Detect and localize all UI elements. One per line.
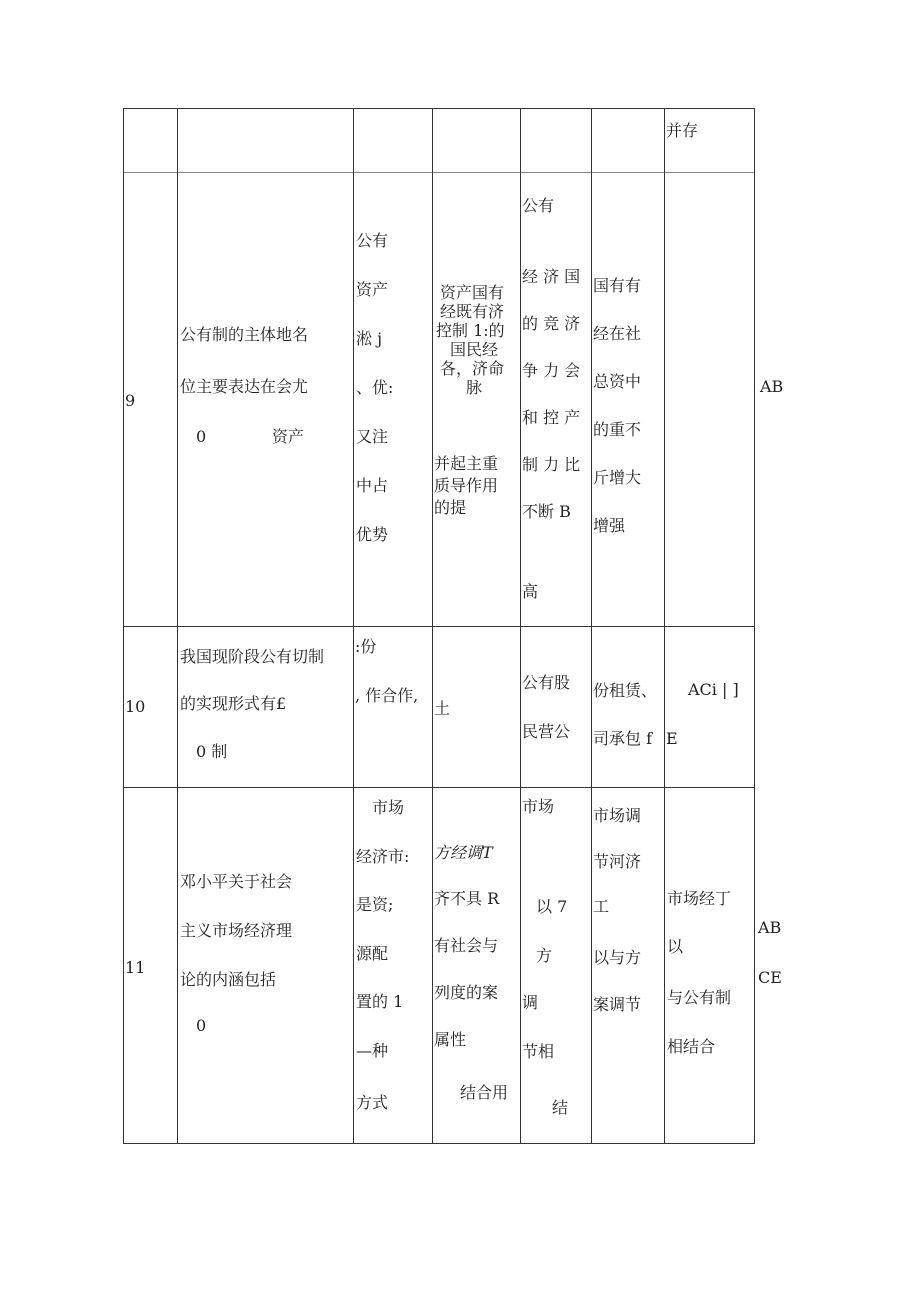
option-d-text: 案调节 — [593, 995, 642, 1014]
table-border-bottom — [123, 1143, 755, 1144]
option-c-text: 制 力 比 — [522, 455, 581, 474]
option-a-text: 源配 — [356, 944, 389, 963]
option-d-text: 国有有 — [593, 276, 642, 295]
question-text: 资产 — [272, 427, 305, 446]
option-d-text: 以与方 — [593, 948, 642, 967]
option-b-text: 土 — [434, 699, 451, 718]
option-a-text: 优势 — [356, 525, 389, 544]
option-b-text: 资产国有 — [440, 283, 505, 302]
option-b-text: 并起主重 — [434, 454, 499, 473]
option-d-text: 的重不 — [593, 420, 642, 439]
option-d-text: 工 — [593, 897, 610, 916]
question-text: 0 制 — [196, 742, 228, 761]
question-text: 论的内涵包括 — [180, 970, 277, 989]
option-b-text: 脉 — [466, 378, 483, 397]
option-c-text: 的 竞 济 — [522, 314, 581, 333]
option-c-text: 高 — [522, 582, 539, 601]
col-divider — [591, 108, 592, 1144]
col-divider — [353, 108, 354, 1144]
option-c-text: 经 济 国 — [522, 267, 581, 286]
option-d-text: 份租赁、 — [593, 681, 658, 700]
question-text: 的实现形式有£ — [180, 694, 287, 713]
col-divider — [664, 108, 665, 1144]
question-text: 0 — [196, 1016, 207, 1035]
option-c-text: 公有 — [522, 196, 555, 215]
row-divider — [123, 172, 755, 173]
option-a-text: 、优: — [356, 378, 394, 397]
option-a-text: 中占 — [356, 476, 389, 495]
option-d-text: 市场调 — [593, 806, 642, 825]
col-divider — [432, 108, 433, 1144]
option-b-text: 控制 1:的 — [436, 321, 505, 340]
option-d-text: 总资中 — [593, 372, 642, 391]
answer-text: CE — [758, 968, 782, 987]
question-number: 9 — [125, 391, 136, 410]
question-number: 11 — [125, 958, 146, 977]
option-a-text: 方式 — [356, 1093, 389, 1112]
option-c-text: 不断 B — [522, 502, 571, 521]
option-e-text: 市场经丁 — [667, 889, 732, 908]
option-b-text: 结合用 — [460, 1083, 509, 1102]
option-b-text: 列度的案 — [434, 983, 499, 1002]
row-divider — [123, 626, 755, 627]
option-d-text: 经在社 — [593, 324, 642, 343]
answer-text: AB — [760, 377, 784, 396]
option-b-text: 质导作用 — [434, 476, 499, 495]
table-border-top — [123, 108, 755, 109]
table-border-left — [123, 108, 124, 1144]
option-b-text: 的提 — [434, 498, 467, 517]
option-c-text: 和 控 产 — [522, 408, 581, 427]
option-c-text: 方 — [536, 946, 553, 965]
option-a-text: 又注 — [356, 427, 389, 446]
option-a-text: 市场 — [372, 798, 405, 817]
option-b-text: 经既有济 — [440, 302, 505, 321]
option-d-text: 节河济 — [593, 852, 642, 871]
option-b-text: 齐不具 R — [434, 889, 500, 908]
table-border-right — [754, 108, 755, 1144]
option-a-text: —种 — [356, 1041, 389, 1060]
option-e-text: 以 — [667, 937, 684, 956]
option-b-text: 属性 — [434, 1030, 467, 1049]
answer-text: AB — [758, 918, 782, 937]
option-d-text: 斤增大 — [593, 468, 642, 487]
option-d-text: 司承包 f — [593, 729, 653, 748]
option-c-text: 民营公 — [522, 722, 571, 741]
option-a-text: 淞 j — [356, 329, 383, 348]
option-a-text: :份 — [355, 637, 377, 656]
col-divider — [177, 108, 178, 1144]
option-a-text: 是资; — [356, 895, 394, 914]
question-text: 0 — [196, 427, 207, 446]
option-a-text: 置的 1 — [356, 992, 404, 1011]
option-c-text: 市场 — [522, 797, 555, 816]
question-text: 我国现阶段公有切制 — [180, 647, 325, 666]
option-c-text: 公有股 — [522, 673, 571, 692]
question-text: 邓小平关于社会 — [180, 872, 293, 891]
option-e-text: ACi | ] — [688, 680, 739, 699]
option-c-text: 以 7 — [536, 897, 568, 916]
option-e-text: E — [666, 729, 678, 748]
option-a-text: 公有 — [356, 231, 389, 250]
cell-text: 并存 — [666, 121, 699, 140]
option-a-text: 资产 — [356, 280, 389, 299]
option-b-text: 各，济命 — [440, 359, 505, 378]
question-text: 公有制的主体地名 — [180, 325, 309, 344]
option-b-text: 方经调T — [434, 843, 493, 862]
option-a-text: , 作合作, — [355, 686, 419, 705]
col-divider — [520, 108, 521, 1144]
option-e-text: 与公有制 — [667, 988, 732, 1007]
option-b-text: 国民经 — [450, 340, 499, 359]
question-text: 位主要表达在会尤 — [180, 377, 309, 396]
option-e-text: 相结合 — [667, 1037, 716, 1056]
option-c-text: 结 — [552, 1098, 569, 1117]
option-a-text: 经济市: — [356, 847, 410, 866]
option-b-text: 有社会与 — [434, 936, 499, 955]
question-number: 10 — [125, 697, 146, 716]
option-c-text: 争 力 会 — [522, 361, 581, 380]
option-c-text: 调 — [522, 993, 539, 1012]
option-d-text: 增强 — [593, 516, 626, 535]
question-text: 主义市场经济理 — [180, 921, 293, 940]
row-divider — [123, 787, 755, 788]
option-c-text: 节相 — [522, 1042, 555, 1061]
